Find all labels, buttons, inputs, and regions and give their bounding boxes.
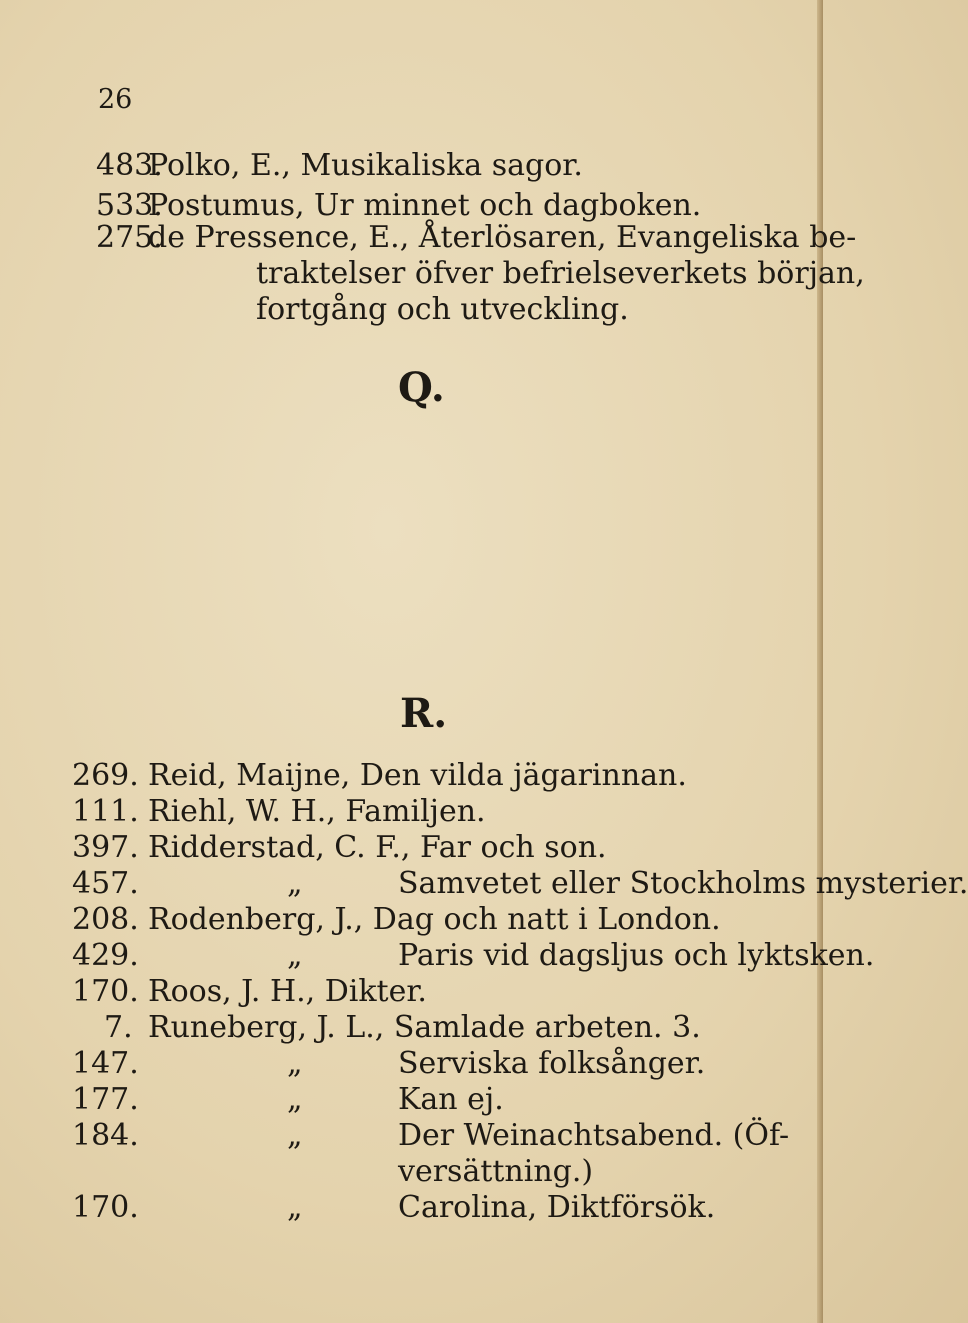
page-edge: [817, 0, 823, 1323]
ditto-mark: „: [287, 1046, 303, 1081]
entry-number: 275.: [96, 220, 163, 255]
entry-text: Reid, Maijne, Den vilda jägarinnan.: [148, 758, 687, 793]
entry-text: Kan ej.: [398, 1082, 504, 1117]
entry-text: Carolina, Diktförsök.: [398, 1190, 716, 1225]
ditto-mark: „: [287, 938, 303, 973]
ditto-mark: „: [287, 1082, 303, 1117]
ditto-mark: „: [287, 1118, 303, 1153]
entry-text: Der Weinachtsabend. (Öf-: [398, 1118, 790, 1153]
entry-text: versättning.): [398, 1154, 594, 1189]
entry-number: 429.: [72, 938, 139, 973]
entry-text: Ridderstad, C. F., Far och son.: [148, 830, 607, 865]
continuation-line: traktelser öfver befrielseverkets början,: [256, 256, 865, 291]
entry-text: Samvetet eller Stockholms mysterier.: [398, 866, 968, 901]
page-number: 26: [98, 84, 133, 115]
entry-text: Riehl, W. H., Familjen.: [148, 794, 486, 829]
entry-text: Postumus, Ur minnet och dagboken.: [148, 188, 702, 223]
entry-text: Paris vid dagsljus och lyktsken.: [398, 938, 875, 973]
entry-number: 7.: [104, 1010, 133, 1045]
entry-number: 170.: [72, 1190, 139, 1225]
ditto-mark: „: [287, 1190, 303, 1225]
continuation-line: fortgång och utveckling.: [256, 292, 629, 327]
entry-number: 184.: [72, 1118, 139, 1153]
section-letter-q: Q.: [398, 364, 445, 411]
entry-text: de Pressence, E., Återlösaren, Evangeliska be-: [148, 220, 857, 255]
entry-number: 170.: [72, 974, 139, 1009]
entry-number: 111.: [72, 794, 139, 829]
entry-number: 147.: [72, 1046, 139, 1081]
entry-number: 533.: [96, 188, 163, 223]
section-letter-r: R.: [400, 690, 448, 737]
entry-number: 269.: [72, 758, 139, 793]
entry-number: 457.: [72, 866, 139, 901]
entry-text: Roos, J. H., Dikter.: [148, 974, 427, 1009]
entry-number: 208.: [72, 902, 139, 937]
entry-number: 397.: [72, 830, 139, 865]
entry-text: Rodenberg, J., Dag och natt i London.: [148, 902, 721, 937]
entry-text: Runeberg, J. L., Samlade arbeten. 3.: [148, 1010, 701, 1045]
entry-text: Serviska folksånger.: [398, 1046, 706, 1081]
entry-number: 483.: [96, 148, 163, 183]
entry-text: Polko, E., Musikaliska sagor.: [148, 148, 583, 183]
entry-number: 177.: [72, 1082, 139, 1117]
ditto-mark: „: [287, 866, 303, 901]
